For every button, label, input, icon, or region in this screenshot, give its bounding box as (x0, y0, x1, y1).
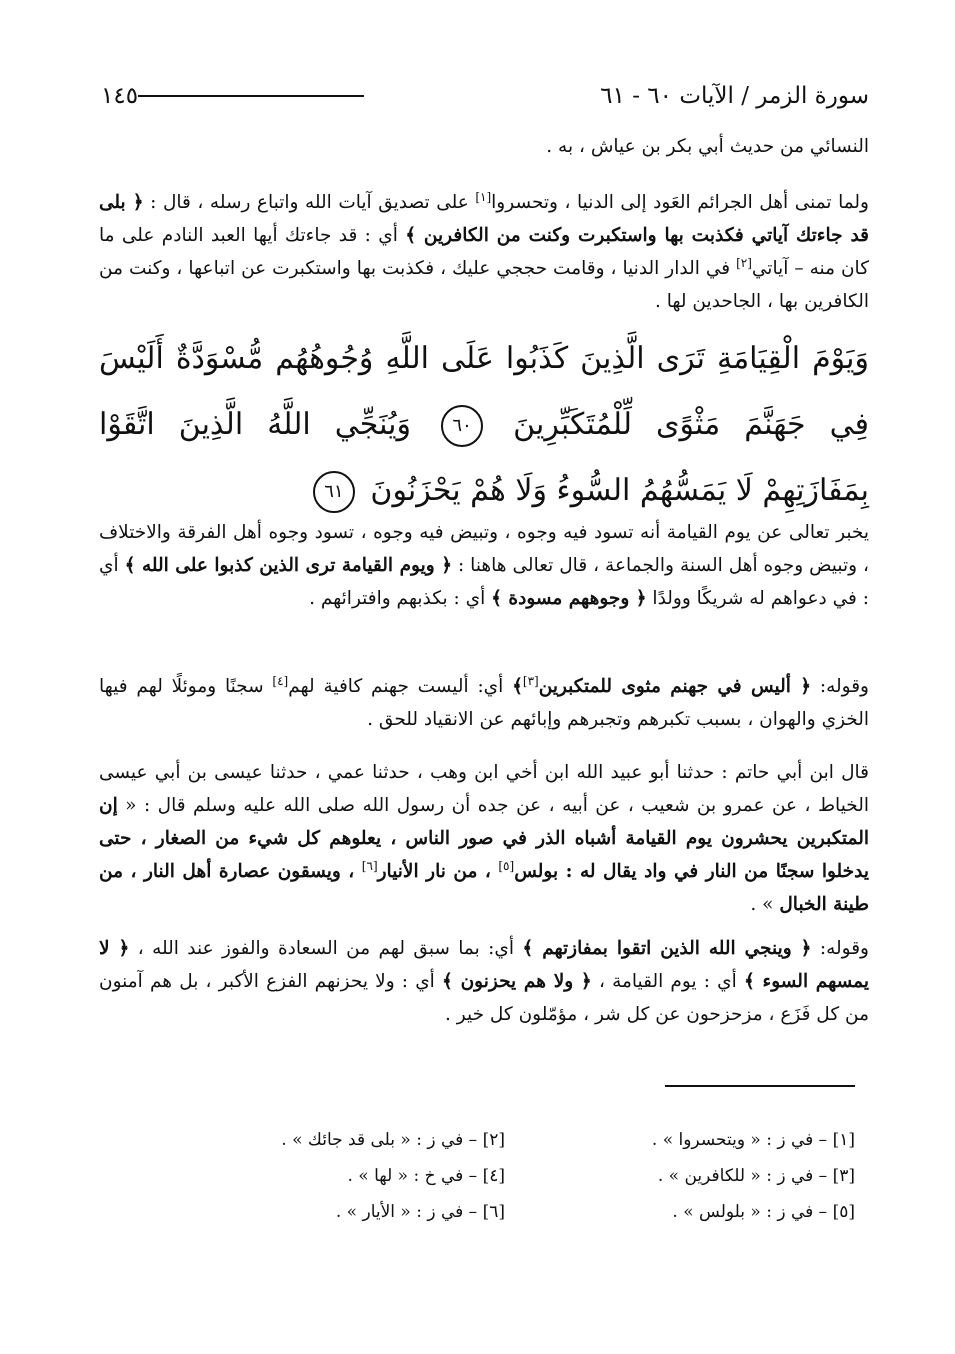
text-run: » . (750, 894, 780, 915)
ayah-marker-60: ٦٠ (441, 405, 483, 447)
text-run: وقوله: (811, 938, 869, 959)
text-run: يخبر تعالى عن يوم القيامة أنه تسود فيه وجوه ، وتبيض فيه وجوه ، تسود وجوه أهل الفرقة والاختلاف ، وتبيض وجوه أهل السنة والجماعة ، قال تعالى هاهنا : (99, 522, 869, 576)
footnote-ref: [٣] (522, 673, 539, 688)
page-header (101, 76, 869, 116)
footnote-ref: [٢] (736, 255, 752, 270)
footnote-4: [٤] – في خ : « لها » . (347, 1166, 505, 1186)
text-run: أي: بما سبق لهم من السعادة والفوز عند الله ، (129, 938, 523, 959)
quran-verses (99, 326, 869, 524)
text-run: أي : ولا يحزنهم الفزع الأكبر ، بل هم آمنون من كل فَزَع ، مزحزحون عن كل شر ، مؤمّلون كل خير . (99, 971, 869, 1025)
footnote-ref: [٤] (272, 673, 289, 688)
text-run: أي : بكذبهم وافترائهم . (309, 588, 492, 609)
footnote-2: [٢] – في ز : « بلى قد جائك » . (281, 1130, 505, 1150)
footnote-ref: [٥] (498, 858, 515, 873)
text-run: أي: أليست جهنم كافية لهم (288, 676, 513, 697)
paragraph-5 (99, 756, 869, 921)
text-run: وقوله: (811, 676, 869, 697)
quran-quote: ﴿ ويوم القيامة ترى الذين كذبوا على الله ﴾ (124, 555, 453, 576)
quran-quote: ﴿ لا يمسهم السوء ﴾ (99, 938, 869, 992)
quran-quote: ﴿ أليس في جهنم مثوى للمتكبرين (538, 676, 812, 697)
text-run: على تصديق آيات الله واتباع رسله ، قال : (143, 192, 476, 213)
paragraph-4 (99, 670, 869, 736)
verse-60: وَيَوْمَ الْقِيَامَةِ تَرَى الَّذِينَ كَذَبُوا عَلَى اللَّهِ وُجُوهُهُم مُّسْوَدَّةٌ أَلَيْسَ فِي جَهَنَّمَ مَثْوًى لِّلْمُتَكَبِّرِينَ (99, 341, 869, 442)
quran-quote: ﴿ ولا هم يحزنون ﴾ (442, 971, 592, 992)
quran-quote-close: ﴾ (512, 676, 523, 697)
paragraph-3 (99, 516, 869, 615)
footnote-1: [١] – في ز : « ويتحسروا » . (651, 1130, 855, 1150)
text-run: أي : قد جاءتك أيها العبد النادم على ما كان منه – آياتي (99, 225, 870, 279)
text-run: سجنًا وموئلًا لهم فيها الخزي والهوان ، بسبب تكبرهم وتجبرهم وإبائهم عن الانقياد للحق . (99, 676, 869, 730)
footnote-separator (665, 1085, 855, 1087)
header-rule (138, 95, 364, 97)
hadith-text: إن المتكبرين يحشرون يوم القيامة أشباه الذر في صور الناس ، يعلوهم كل شيء من الصغار ، حتى يدخلوا سجنًا من النار في واد يقال له : بولس (99, 795, 869, 882)
paragraph-text: النسائي من حديث أبي بكر بن عياش ، به . (546, 136, 869, 157)
footnotes (155, 1122, 855, 1230)
text-run: ولما تمنى أهل الجرائم العَود إلى الدنيا ، وتحسروا (491, 192, 869, 213)
hadith-text: ، ويسقون عصارة أهل النار ، من طينة الخبال (99, 861, 869, 915)
footnote-ref: [٦] (361, 858, 378, 873)
text-run: في الدار الدنيا ، وقامت حججي عليك ، فكذبت بها واستكبرت عن اتباعها ، وكنت من الكافرين بها ، الجاحدين لها . (99, 258, 869, 312)
footnote-ref: [١] (475, 189, 492, 204)
verse-61: وَيُنَجِّي اللَّهُ الَّذِينَ اتَّقَوْا بِمَفَازَتِهِمْ لَا يَمَسُّهُمُ السُّوءُ وَلَا هُمْ يَحْزَنُونَ (99, 407, 869, 508)
text-run: قال ابن أبي حاتم : حدثنا أبو عبيد الله ابن أخي ابن وهب ، حدثنا عمي ، حدثنا عيسى بن أبي عيسى الخياط ، عن عمرو بن شعيب ، عن أبيه ، عن جده أن رسول الله صلى الله عليه وسلم قال : « (99, 762, 869, 816)
page-number: ١٤٥ (100, 83, 139, 109)
surah-title: سورة الزمر / الآيات ٦٠ - ٦١ (600, 83, 869, 109)
paragraph-1 (99, 130, 869, 163)
paragraph-6 (99, 932, 869, 1031)
footnote-row (155, 1122, 855, 1158)
quran-quote: ﴿ وينجي الله الذين اتقوا بمفازتهم ﴾ (522, 938, 812, 959)
quran-quote: ﴿ بلى قد جاءتك آياتي فكذبت بها واستكبرت وكنت من الكافرين ﴾ (99, 192, 869, 246)
footnote-6: [٦] – في ز : « الأيار » . (335, 1202, 505, 1222)
text-run: أي : يوم القيامة ، (591, 971, 744, 992)
footnote-row (155, 1194, 855, 1230)
footnote-3: [٣] – في ز : « للكافرين » . (657, 1166, 855, 1186)
hadith-text: ، من نار الأنيار (377, 861, 499, 882)
paragraph-2 (99, 186, 869, 318)
footnote-5: [٥] – في ز : « بلولس » . (672, 1202, 855, 1222)
footnote-row (155, 1158, 855, 1194)
ayah-marker-61: ٦١ (313, 471, 355, 513)
text-run: أي : في دعواهم له شريكًا وولدًا (99, 555, 869, 609)
quran-quote: ﴿ وجوههم مسودة ﴾ (491, 588, 647, 609)
